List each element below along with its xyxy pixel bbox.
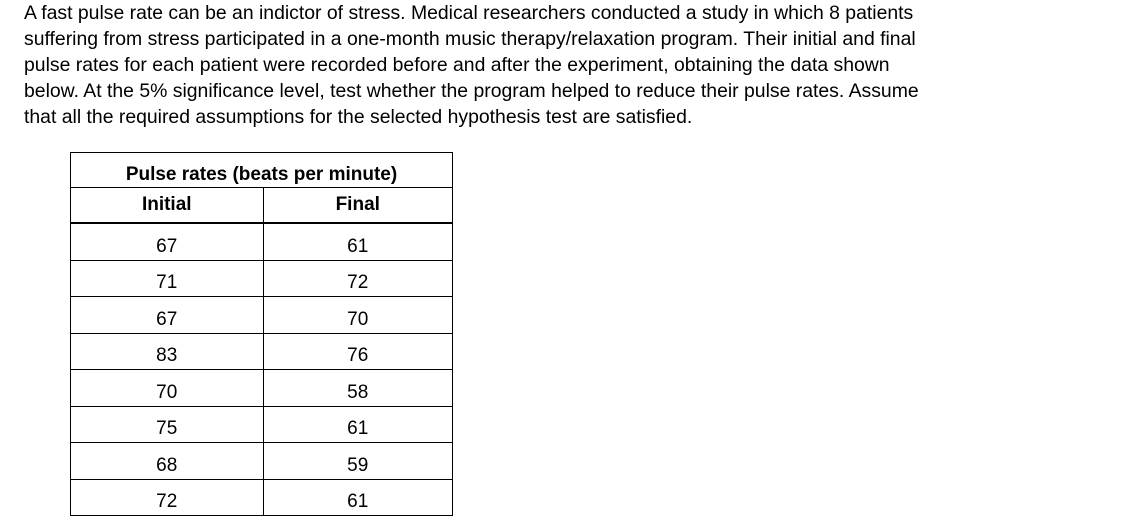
cell-initial: 67 bbox=[71, 297, 263, 334]
table-row bbox=[71, 479, 452, 515]
cell-final: 70 bbox=[263, 297, 452, 334]
column-header-final: Final bbox=[263, 188, 452, 224]
cell-final: 61 bbox=[347, 491, 369, 512]
table-row bbox=[71, 406, 452, 443]
problem-statement bbox=[24, 0, 1114, 130]
cell-initial: 83 bbox=[71, 333, 263, 370]
cell-initial: 72 bbox=[71, 479, 263, 515]
cell-initial: 70 bbox=[71, 370, 263, 407]
table-row bbox=[71, 370, 452, 407]
cell-initial: 71 bbox=[71, 260, 263, 297]
problem-line: suffering from stress participated in a one-month music therapy/relaxation program. Their initial and final bbox=[24, 28, 916, 50]
table-caption-text: Pulse rates (beats per minute) bbox=[125, 164, 398, 185]
table-row bbox=[71, 333, 452, 370]
cell-initial: 68 bbox=[71, 443, 263, 480]
cell-final: 59 bbox=[263, 443, 452, 480]
problem-line: pulse rates for each patient were recorded before and after the experiment, obtaining the data shown bbox=[24, 54, 890, 76]
cell-final: 61 bbox=[263, 406, 452, 443]
cell-final: 76 bbox=[263, 333, 452, 370]
table-row bbox=[71, 223, 452, 260]
problem-line: below. At the 5% significance level, test whether the program helped to reduce their pulse rates. Assume bbox=[24, 80, 919, 102]
problem-line: that all the required assumptions for the selected hypothesis test are satisfied. bbox=[24, 106, 693, 128]
column-header-initial: Initial bbox=[71, 188, 263, 224]
cell-final: 58 bbox=[263, 370, 452, 407]
table-row bbox=[71, 297, 452, 334]
data-table bbox=[71, 153, 452, 515]
pulse-rates-table bbox=[70, 152, 453, 516]
cell-initial: 67 bbox=[71, 223, 263, 260]
cell-final: 72 bbox=[263, 260, 452, 297]
cell-final: 61 bbox=[263, 223, 452, 260]
table-row bbox=[71, 260, 452, 297]
table-caption bbox=[71, 153, 452, 188]
table-row bbox=[71, 443, 452, 480]
problem-line: A fast pulse rate can be an indictor of stress. Medical researchers conducted a study in which 8 patients bbox=[24, 2, 914, 24]
cell-initial: 75 bbox=[71, 406, 263, 443]
